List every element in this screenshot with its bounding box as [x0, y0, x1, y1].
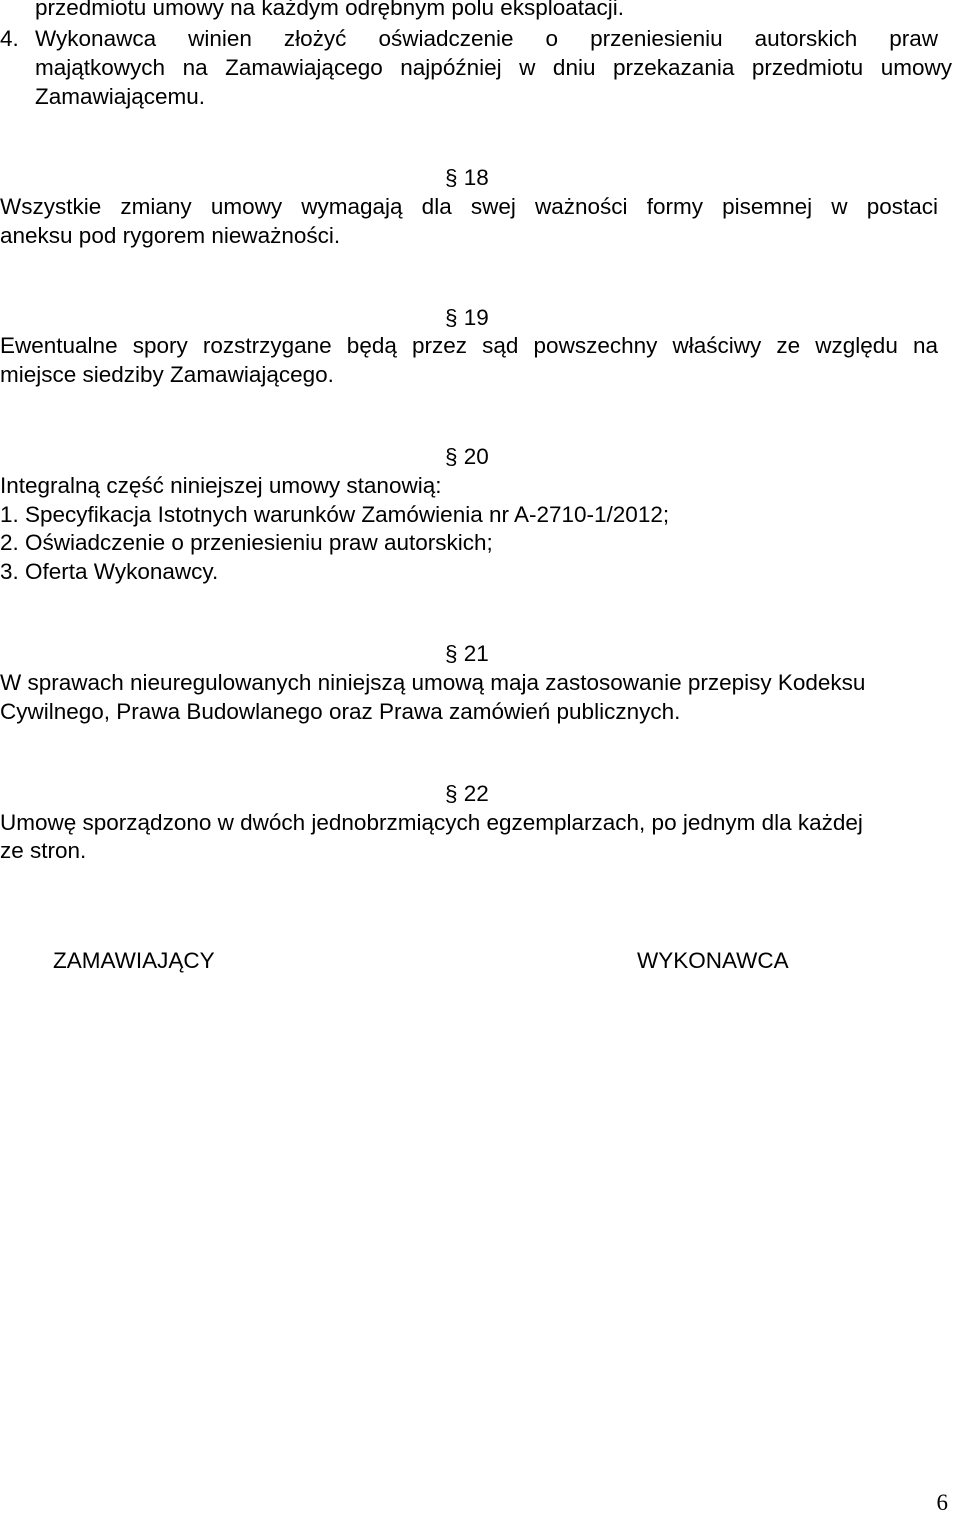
section-heading: § 22 — [445, 781, 489, 806]
paragraph-line: miejsce siedziby Zamawiającego. — [0, 362, 334, 387]
section-heading: § 21 — [445, 641, 489, 666]
paragraph-line: Ewentualne spory rozstrzygane będą przez sąd powszechny właściwy ze względu na — [0, 333, 938, 358]
section-heading: § 20 — [445, 444, 489, 469]
paragraph-line: Wszystkie zmiany umowy wymagają dla swej ważności formy pisemnej w postaci — [0, 194, 938, 219]
paragraph-line: ze stron. — [0, 838, 87, 863]
section-heading: § 19 — [445, 305, 489, 330]
list-item: 3. Oferta Wykonawcy. — [0, 559, 219, 584]
list-item-text: Wykonawca winien złożyć oświadczenie o przeniesieniu autorskich praw — [35, 26, 938, 51]
paragraph-line: Cywilnego, Prawa Budowlanego oraz Prawa zamówień publicznych. — [0, 699, 681, 724]
signature-label-orderer: ZAMAWIAJĄCY — [53, 948, 215, 973]
section-heading: § 18 — [445, 165, 489, 190]
list-item-text: majątkowych na Zamawiającego najpóźniej w dniu przekazania przedmiotu umowy — [35, 55, 952, 80]
list-item-number: 4. — [0, 26, 19, 51]
paragraph-line: W sprawach nieuregulowanych niniejszą umową maja zastosowanie przepisy Kodeksu — [0, 670, 866, 695]
signature-label-contractor: WYKONAWCA — [637, 948, 789, 973]
paragraph-line: aneksu pod rygorem nieważności. — [0, 223, 341, 248]
list-item: 1. Specyfikacja Istotnych warunków Zamówienia nr A-2710-1/2012; — [0, 502, 670, 527]
list-item-text: Zamawiającemu. — [35, 84, 206, 109]
list-item: 2. Oświadczenie o przeniesieniu praw autorskich; — [0, 530, 493, 555]
page-number: 6 — [936, 1490, 948, 1515]
prev-section-line: przedmiotu umowy na każdym odrębnym polu eksploatacji. — [35, 0, 625, 20]
paragraph-line: Integralną część niniejszej umowy stanowią: — [0, 473, 442, 498]
paragraph-line: Umowę sporządzono w dwóch jednobrzmiących egzemplarzach, po jednym dla każdej — [0, 810, 863, 835]
